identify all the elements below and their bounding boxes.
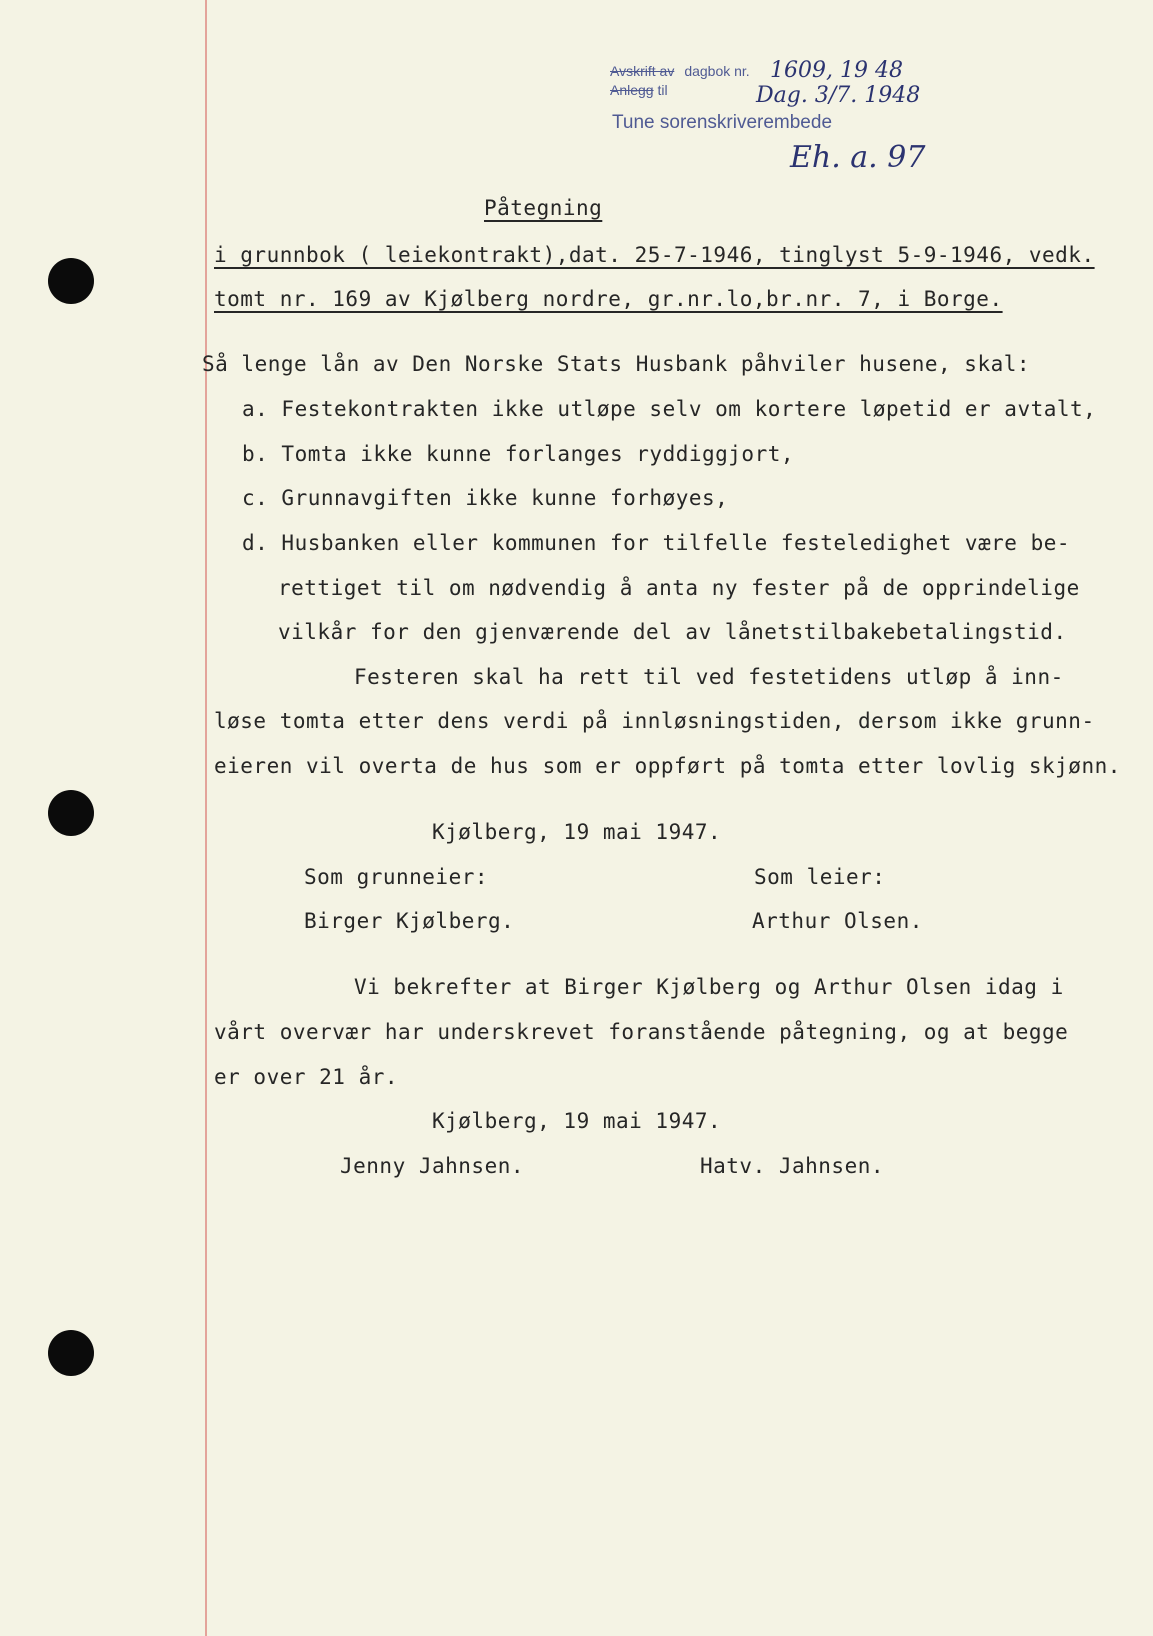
witness-name: Jenny Jahnsen. bbox=[340, 1154, 525, 1178]
tenant-label: Som leier: bbox=[754, 865, 886, 889]
paragraph-line: eieren vil overta de hus som er oppført på tomta etter lovlig skjønn. bbox=[214, 754, 1121, 778]
punch-hole bbox=[48, 790, 94, 836]
stamp-struck-text: Anlegg bbox=[610, 82, 654, 98]
witness-line: Vi bekrefter at Birger Kjølberg og Arthur Olsen idag i bbox=[354, 975, 1064, 999]
handwritten-dagbok-number: 1609, 19 48 bbox=[770, 58, 903, 83]
list-item-d: d. Husbanken eller kommunen for tilfelle festeledighet være be- bbox=[242, 531, 1071, 555]
list-item-b: b. Tomta ikke kunne forlanges ryddiggjort, bbox=[242, 442, 795, 466]
subject-line-1: i grunnbok ( leiekontrakt),dat. 25-7-1946, tinglyst 5-9-1946, vedk. bbox=[214, 243, 1095, 267]
handwritten-date: Dag. 3/7. 1948 bbox=[756, 83, 921, 108]
punch-hole bbox=[48, 1330, 94, 1376]
list-item-c: c. Grunnavgiften ikke kunne forhøyes, bbox=[242, 486, 729, 510]
margin-line bbox=[205, 0, 207, 1636]
stamp-line-2 bbox=[610, 82, 668, 98]
place-date: Kjølberg, 19 mai 1947. bbox=[432, 1109, 722, 1133]
stamp-text: dagbok nr. bbox=[684, 63, 750, 79]
punch-hole bbox=[48, 258, 94, 304]
witness-line: vårt overvær har underskrevet foranstående påtegning, og at begge bbox=[214, 1020, 1069, 1044]
stamp-struck-text: Avskrift av bbox=[610, 63, 675, 79]
stamp-office: Tune sorenskriverembede bbox=[612, 112, 833, 133]
subject-line-2: tomt nr. 169 av Kjølberg nordre, gr.nr.lo,br.nr. 7, i Borge. bbox=[214, 287, 1003, 311]
paragraph-line: Festeren skal ha rett til ved festetidens utløp å inn- bbox=[354, 665, 1064, 689]
list-item-d-cont: rettiget til om nødvendig å anta ny fester på de opprindelige bbox=[278, 576, 1080, 600]
witness-name: Hatv. Jahnsen. bbox=[700, 1154, 885, 1178]
owner-label: Som grunneier: bbox=[304, 865, 489, 889]
stamp-text: til bbox=[657, 82, 668, 98]
list-item-d-cont: vilkår for den gjenværende del av lånetstilbakebetalingstid. bbox=[278, 620, 1067, 644]
place-date: Kjølberg, 19 mai 1947. bbox=[432, 820, 722, 844]
owner-name: Birger Kjølberg. bbox=[304, 909, 515, 933]
body-intro: Så lenge lån av Den Norske Stats Husbank påhviler husene, skal: bbox=[202, 352, 1031, 376]
handwritten-signature: Eh. a. 97 bbox=[790, 140, 926, 175]
heading: Påtegning bbox=[484, 196, 603, 220]
list-item-a: a. Festekontrakten ikke utløpe selv om kortere løpetid er avtalt, bbox=[242, 397, 1097, 421]
paragraph-line: løse tomta etter dens verdi på innløsningstiden, dersom ikke grunn- bbox=[214, 709, 1095, 733]
tenant-name: Arthur Olsen. bbox=[752, 909, 923, 933]
witness-line: er over 21 år. bbox=[214, 1065, 399, 1089]
stamp-line-1 bbox=[610, 63, 750, 79]
